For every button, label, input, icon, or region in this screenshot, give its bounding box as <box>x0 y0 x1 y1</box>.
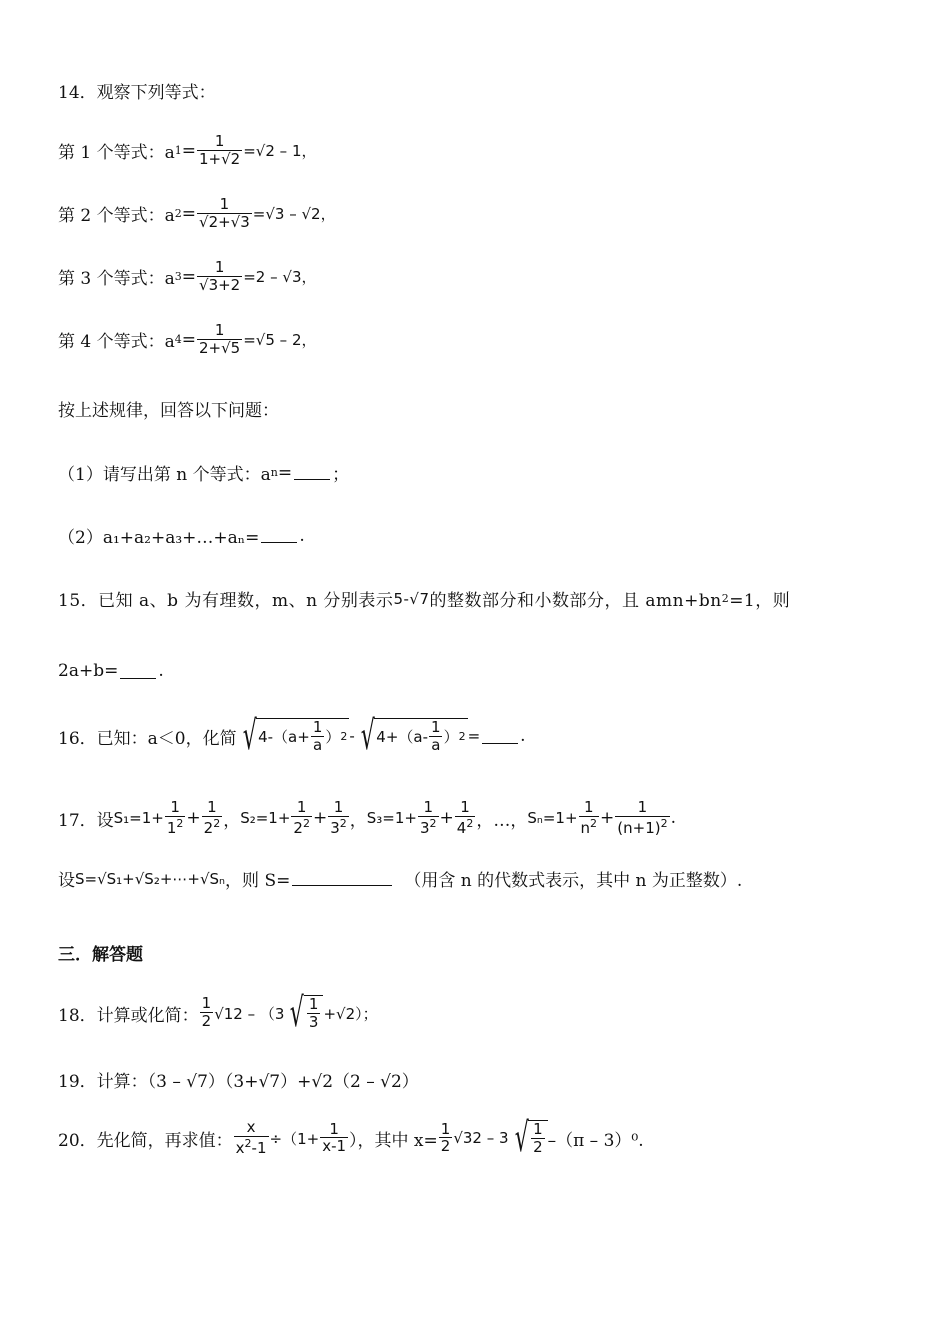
answer-blank[interactable] <box>261 528 297 543</box>
q14-eq4: 第 4 个等式：a 4 = $\frac{1}{2+√5}$ =√5 – 2， <box>58 321 317 357</box>
q15-line2: 2a+b= . <box>58 661 164 681</box>
q14-eq2: 第 2 个等式：a 2 = $\frac{1}{√2+√3}$ =√3 – √2， <box>58 195 336 231</box>
q19: 19．计算：（3 – √7）（3+√7）+√2（2 – √2） <box>58 1072 419 1092</box>
q17-line2: 设 S=√S₁+√S₂+⋯+√Sₙ ，则 S= （用含 n 的代数式表示，其中 n 为正整数）. <box>58 869 743 891</box>
q14-part2: （2）a₁+a₂+a₃+…+aₙ= . <box>58 525 305 548</box>
answer-blank[interactable] <box>292 871 392 886</box>
q16-radical-1: √ 4-（a+ $\frac{1}{a}$ ） 2 <box>242 713 348 759</box>
q16: 16．已知：a＜0，化简 √ 4-（a+ $\frac{1}{a}$ ） 2 - √ 4+（a- $\frac{1}{a}$ ） 2 = . <box>58 713 526 759</box>
q14-instruction: 按上述规律，回答以下问题： <box>58 401 279 421</box>
q14-eq3: 第 3 个等式：a 3 = $\frac{1}{√3+2}$ =2 – √3， <box>58 258 317 294</box>
q14-title: 14．观察下列等式： <box>58 83 216 103</box>
q14-eq1: 第 1 个等式：a 1 = $\frac{1}{1+√2}$ =√2 – 1， <box>58 132 317 168</box>
section-heading: 三．解答题 <box>58 945 143 965</box>
answer-blank[interactable] <box>482 729 518 744</box>
answer-blank[interactable] <box>120 664 156 679</box>
q18: 18．计算或化简： $\frac{1}{2}$ √12 – （3 √ $\frac{1}{3}$ +√2）； <box>58 990 378 1036</box>
answer-blank[interactable] <box>294 465 330 480</box>
q20: 20．先化简，再求值： $\frac{x}{x^2-1}$ ÷（1+ $\frac{1}{x-1}$ ），其中 x= $\frac{1}{2}$ √32 – 3 √ $\frac{1}{2}$ –（π – 3）⁰. <box>58 1115 644 1162</box>
q15-line1: 15．已知 a、b 为有理数，m、n 分别表示 5-√7 的整数部分和小数部分，且 amn+bn 2 =1，则 <box>58 589 791 611</box>
q17-line1: 17．设 S₁=1+ $\frac{1}{1^2}$ + $\frac{1}{2^2}$ ， S₂=1+ $\frac{1}{2^2}$ + $\frac{1}{3^2}$ ， S₃=1+ $\frac{1}{3^2}$ + $\frac{1}{4^2}$ ， …， Sₙ=1+ $\frac{1}{n^2}$ + $\frac{1}{(n+1)^2}$ . <box>58 798 677 837</box>
q14-part1: （1）请写出第 n 个等式：a n = ； <box>58 462 350 485</box>
q16-radical-2: √ 4+（a- $\frac{1}{a}$ ） 2 <box>360 713 466 759</box>
